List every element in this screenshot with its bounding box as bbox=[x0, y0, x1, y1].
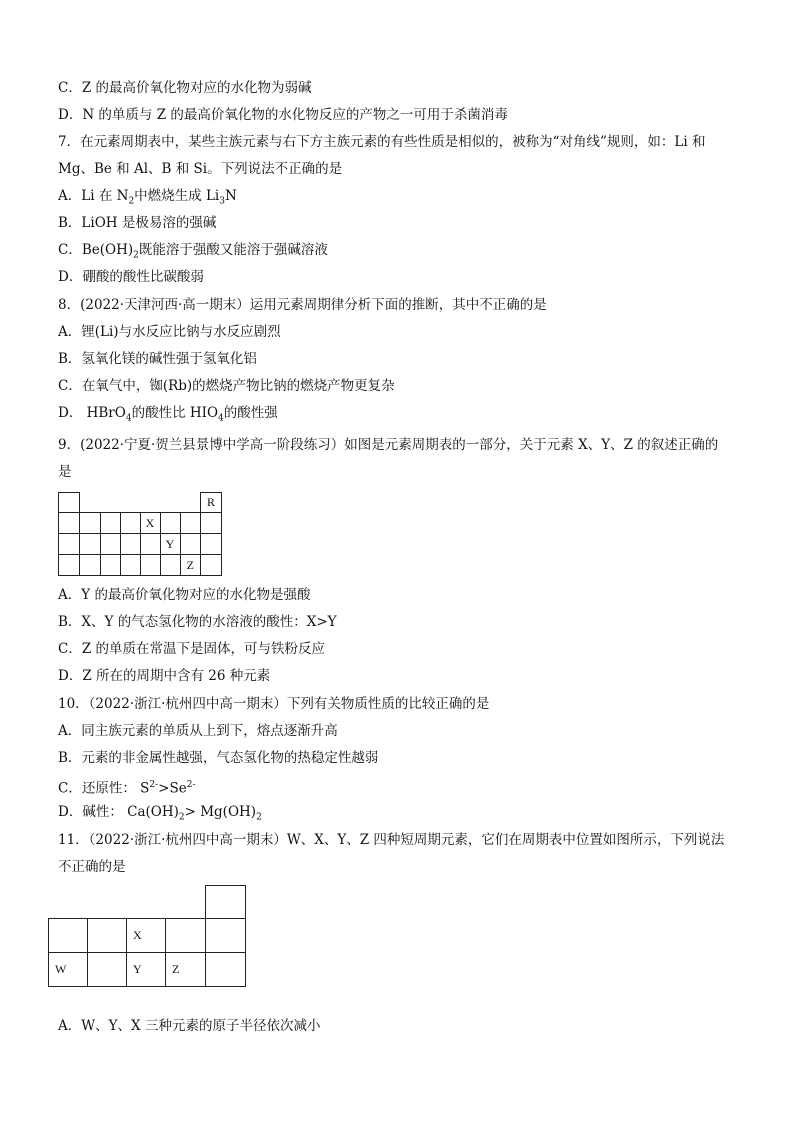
q8-option-c: C．在氧气中，铷(Rb)的燃烧产物比钠的燃烧产物更复杂 bbox=[58, 378, 395, 394]
cell-x: X bbox=[127, 919, 166, 953]
q9-option-b: B．X、Y 的气态氢化物的水溶液的酸性：X>Y bbox=[58, 614, 337, 630]
q10-option-b: B．元素的非金属性越强，气态氢化物的热稳定性越弱 bbox=[58, 750, 379, 766]
q8-option-d: D． HBrO$_4$的酸性比 $HIO_4$的酸性强 bbox=[58, 405, 278, 424]
cell bbox=[205, 886, 245, 919]
q10-option-a: A．同主族元素的单质从上到下，熔点逐渐升高 bbox=[58, 723, 338, 739]
cell-z: Z bbox=[166, 953, 206, 987]
q7-stem-line1: 7．在元素周期表中，某些主族元素与右下方主族元素的有些性质是相似的，被称为“对角线”规则，如：Li 和 bbox=[58, 134, 706, 150]
q10-option-d: D．碱性： $Ca(OH)_2> Mg(OH)_2$ bbox=[58, 804, 262, 823]
q9-option-c: C．Z 的单质在常温下是固体，可与铁粉反应 bbox=[58, 641, 326, 657]
q9-stem-line2: 是 bbox=[58, 464, 72, 480]
q7-option-d: D．硼酸的酸性比碳酸弱 bbox=[58, 269, 204, 285]
q9-option-d: D．Z 所在的周期中含有 26 种元素 bbox=[58, 668, 271, 684]
q10-option-c: C．还原性： $S^{2-}>Se^{2-}$ bbox=[58, 780, 196, 797]
cell-w: W bbox=[49, 953, 88, 987]
q9-stem-line1: 9．(2022·宁夏·贺兰县景博中学高一阶段练习）如图是元素周期表的一部分，关于元素 X、Y、Z 的叙述正确的 bbox=[58, 437, 719, 453]
q7-option-b: B．LiOH 是极易溶的强碱 bbox=[58, 215, 217, 231]
q7-option-c: C．$Be(OH)_2$既能溶于强酸又能溶于强碱溶液 bbox=[58, 242, 328, 261]
q11-stem-line1: 11．（2022·浙江·杭州四中高一期末）W、X、Y、Z 四种短周期元素，它们在周期表中位置如图所示，下列说法 bbox=[58, 832, 725, 848]
q11-stem-line2: 不正确的是 bbox=[58, 859, 126, 875]
cell-x: X bbox=[140, 513, 160, 534]
q8-stem: 8．(2022·天津河西·高一期末）运用元素周期律分析下面的推断，其中不正确的是 bbox=[58, 297, 547, 313]
cell-r: R bbox=[201, 493, 222, 513]
q9-option-a: A．Y 的最高价氧化物对应的水化物是强酸 bbox=[58, 587, 311, 603]
q9-periodic-table bbox=[58, 492, 222, 576]
q6-option-d: D．N 的单质与 Z 的最高价氧化物的水化物反应的产物之一可用于杀菌消毒 bbox=[58, 107, 508, 123]
cell-z: Z bbox=[180, 555, 201, 576]
cell bbox=[59, 493, 80, 513]
q6-option-c: C．Z 的最高价氧化物对应的水化物为弱碱 bbox=[58, 80, 312, 96]
cell-y: Y bbox=[160, 534, 180, 555]
cell-y: Y bbox=[127, 953, 166, 987]
q11-option-a: A．W、Y、X 三种元素的原子半径依次减小 bbox=[58, 1018, 321, 1034]
q11-periodic-table bbox=[48, 885, 246, 987]
q8-option-b: B．氢氧化镁的碱性强于氢氧化铝 bbox=[58, 351, 257, 367]
q7-stem-line2: Mg、Be 和 Al、B 和 Si。下列说法不正确的是 bbox=[58, 161, 343, 177]
q7-option-a: A．Li 在 $N_2$中燃烧生成 $Li_3N$ bbox=[58, 188, 237, 207]
q8-option-a: A．锂(Li)与水反应比钠与水反应剧烈 bbox=[58, 324, 281, 340]
q10-stem: 10．（2022·浙江·杭州四中高一期末）下列有关物质性质的比较正确的是 bbox=[58, 696, 490, 712]
